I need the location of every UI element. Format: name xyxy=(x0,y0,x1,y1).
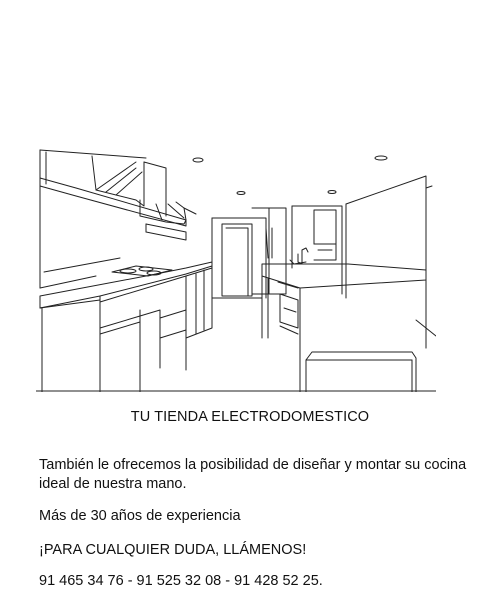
call-to-action-text: ¡PARA CUALQUIER DUDA, LLÁMENOS! xyxy=(39,542,307,558)
design-service-text: También le ofrecemos la posibilidad de diseñar y montar su cocina ideal de nuestra mano. xyxy=(39,457,467,492)
experience-text: Más de 30 años de experiencia xyxy=(39,508,241,524)
phone-numbers: 91 465 34 76 - 91 525 32 08 - 91 428 52 25. xyxy=(39,573,323,589)
kitchen-illustration xyxy=(36,148,436,392)
kitchen-line-drawing xyxy=(36,148,436,392)
page-title: TU TIENDA ELECTRODOMESTICO xyxy=(130,409,370,425)
